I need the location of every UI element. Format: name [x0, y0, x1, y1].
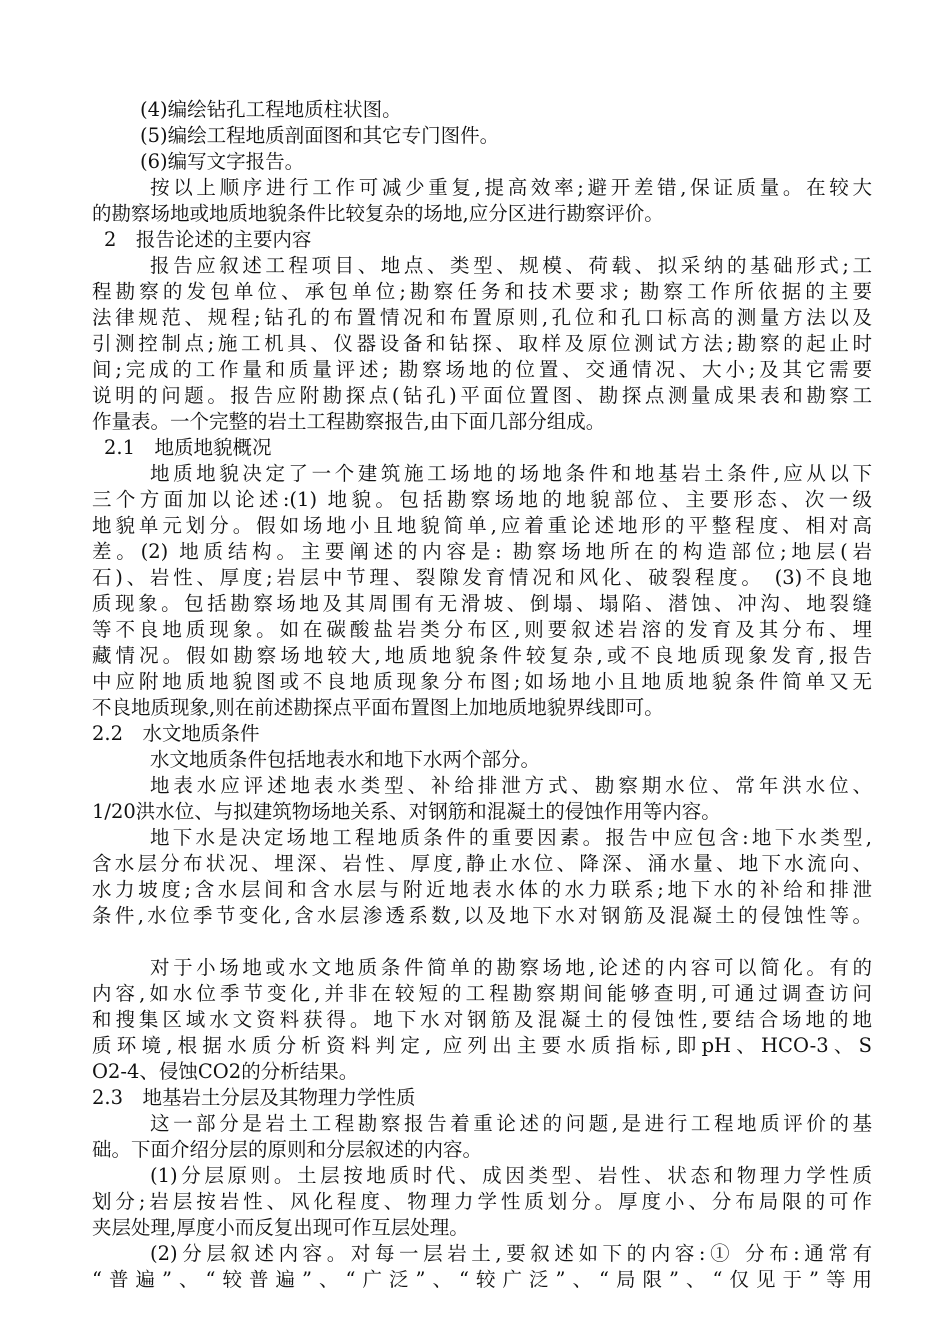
text-line: 对于小场地或水文地质条件简单的勘察场地,论述的内容可以简化。有的	[150, 956, 872, 979]
section-heading: 2.2 水文地质条件	[92, 722, 260, 745]
text-line: 质现象。包括勘察场地及其周围有无滑坡、倒塌、塌陷、潜蚀、冲沟、地裂缝	[92, 592, 872, 615]
section-heading: 2 报告论述的主要内容	[104, 228, 312, 251]
text-line: 程勘察的发包单位、承包单位;勘察任务和技术要求; 勘察工作所依据的主要	[92, 280, 872, 303]
text-line: 间;完成的工作量和质量评述; 勘察场地的位置、交通情况、大小;及其它需要	[92, 358, 872, 381]
text-line: 条件,水位季节变化,含水层渗透系数,以及地下水对钢筋及混凝土的侵蚀性等。	[92, 904, 872, 927]
text-line: “普遍”、“较普遍”、“广泛”、“较广泛”、“局限”、“仅见于”等用	[92, 1268, 872, 1291]
text-line: O2-4、侵蚀CO2的分析结果。	[92, 1060, 359, 1083]
text-line: 石)、岩性、厚度;岩层中节理、裂隙发育情况和风化、破裂程度。 (3)不良地	[92, 566, 872, 589]
text-line: 和搜集区域水文资料获得。地下水对钢筋及混凝土的侵蚀性,要结合场地的地	[92, 1008, 872, 1031]
text-line: 这一部分是岩土工程勘察报告着重论述的问题,是进行工程地质评价的基	[150, 1112, 872, 1135]
text-line: 藏情况。假如勘察场地较大,地质地貌条件较复杂,或不良地质现象发育,报告	[92, 644, 872, 667]
text-line: 地表水应评述地表水类型、补给排泄方式、勘察期水位、常年洪水位、	[150, 774, 872, 797]
text-line: 水文地质条件包括地表水和地下水两个部分。	[150, 748, 541, 771]
text-line: (2)分层叙述内容。对每一层岩土,要叙述如下的内容:① 分布:通常有	[150, 1242, 872, 1265]
text-line: 夹层处理,厚度小而反复出现可作互层处理。	[92, 1216, 469, 1239]
text-line: 地下水是决定场地工程地质条件的重要因素。报告中应包含:地下水类型,	[150, 826, 872, 849]
text-line: 中应附地质地貌图或不良地质现象分布图;如场地小且地质地貌条件简单又无	[92, 670, 872, 693]
text-line: 法律规范、规程;钻孔的布置情况和布置原则,孔位和孔口标高的测量方法以及	[92, 306, 872, 329]
text-line: (1)分层原则。土层按地质时代、成因类型、岩性、状态和物理力学性质	[150, 1164, 872, 1187]
text-line: (6)编写文字报告。	[140, 150, 305, 173]
text-line: 础。下面介绍分层的原则和分层叙述的内容。	[92, 1138, 483, 1161]
text-line: (5)编绘工程地质剖面图和其它专门图件。	[140, 124, 500, 147]
text-line: 作量表。一个完整的岩土工程勘察报告,由下面几部分组成。	[92, 410, 606, 433]
text-line: 引测控制点;施工机具、仪器设备和钻探、取样及原位测试方法;勘察的起止时	[92, 332, 872, 355]
text-line: 说明的问题。报告应附勘探点(钻孔)平面位置图、勘探点测量成果表和勘察工	[92, 384, 872, 407]
text-line: 地貌单元划分。假如场地小且地貌简单,应着重论述地形的平整程度、相对高	[92, 514, 872, 537]
text-line: 质环境,根据水质分析资料判定, 应列出主要水质指标,即pH、HCO-3、S	[92, 1034, 872, 1057]
text-line: 等不良地质现象。如在碳酸盐岩类分布区,则要叙述岩溶的发育及其分布、埋	[92, 618, 872, 641]
text-line: 按以上顺序进行工作可减少重复,提高效率;避开差错,保证质量。在较大	[150, 176, 872, 199]
text-line: 的勘察场地或地质地貌条件比较复杂的场地,应分区进行勘察评价。	[92, 202, 664, 225]
text-line: 1/20洪水位、与拟建筑物场地关系、对钢筋和混凝土的侵蚀作用等内容。	[92, 800, 721, 823]
text-line: 划分;岩层按岩性、风化程度、物理力学性质划分。厚度小、分布局限的可作	[92, 1190, 872, 1213]
text-line: 不良地质现象,则在前述勘探点平面布置图上加地质地貌界线即可。	[92, 696, 664, 719]
text-line: 差。(2) 地质结构。主要阐述的内容是: 勘察场地所在的构造部位;地层(岩	[92, 540, 872, 563]
text-line: 内容,如水位季节变化,并非在较短的工程勘察期间能够查明,可通过调查访问	[92, 982, 872, 1005]
text-line: (4)编绘钻孔工程地质柱状图。	[140, 98, 402, 121]
text-line: 含水层分布状况、埋深、岩性、厚度,静止水位、降深、涌水量、地下水流向、	[92, 852, 872, 875]
section-heading: 2.1 地质地貌概况	[104, 436, 272, 459]
text-line: 报告应叙述工程项目、地点、类型、规模、荷载、拟采纳的基础形式;工	[150, 254, 872, 277]
text-line: 水力坡度;含水层间和含水层与附近地表水体的水力联系;地下水的补给和排泄	[92, 878, 872, 901]
text-line: 三个方面加以论述:(1) 地貌。包括勘察场地的地貌部位、主要形态、次一级	[92, 488, 872, 511]
text-line: 地质地貌决定了一个建筑施工场地的场地条件和地基岩土条件,应从以下	[150, 462, 872, 485]
section-heading: 2.3 地基岩土分层及其物理力学性质	[92, 1086, 416, 1109]
